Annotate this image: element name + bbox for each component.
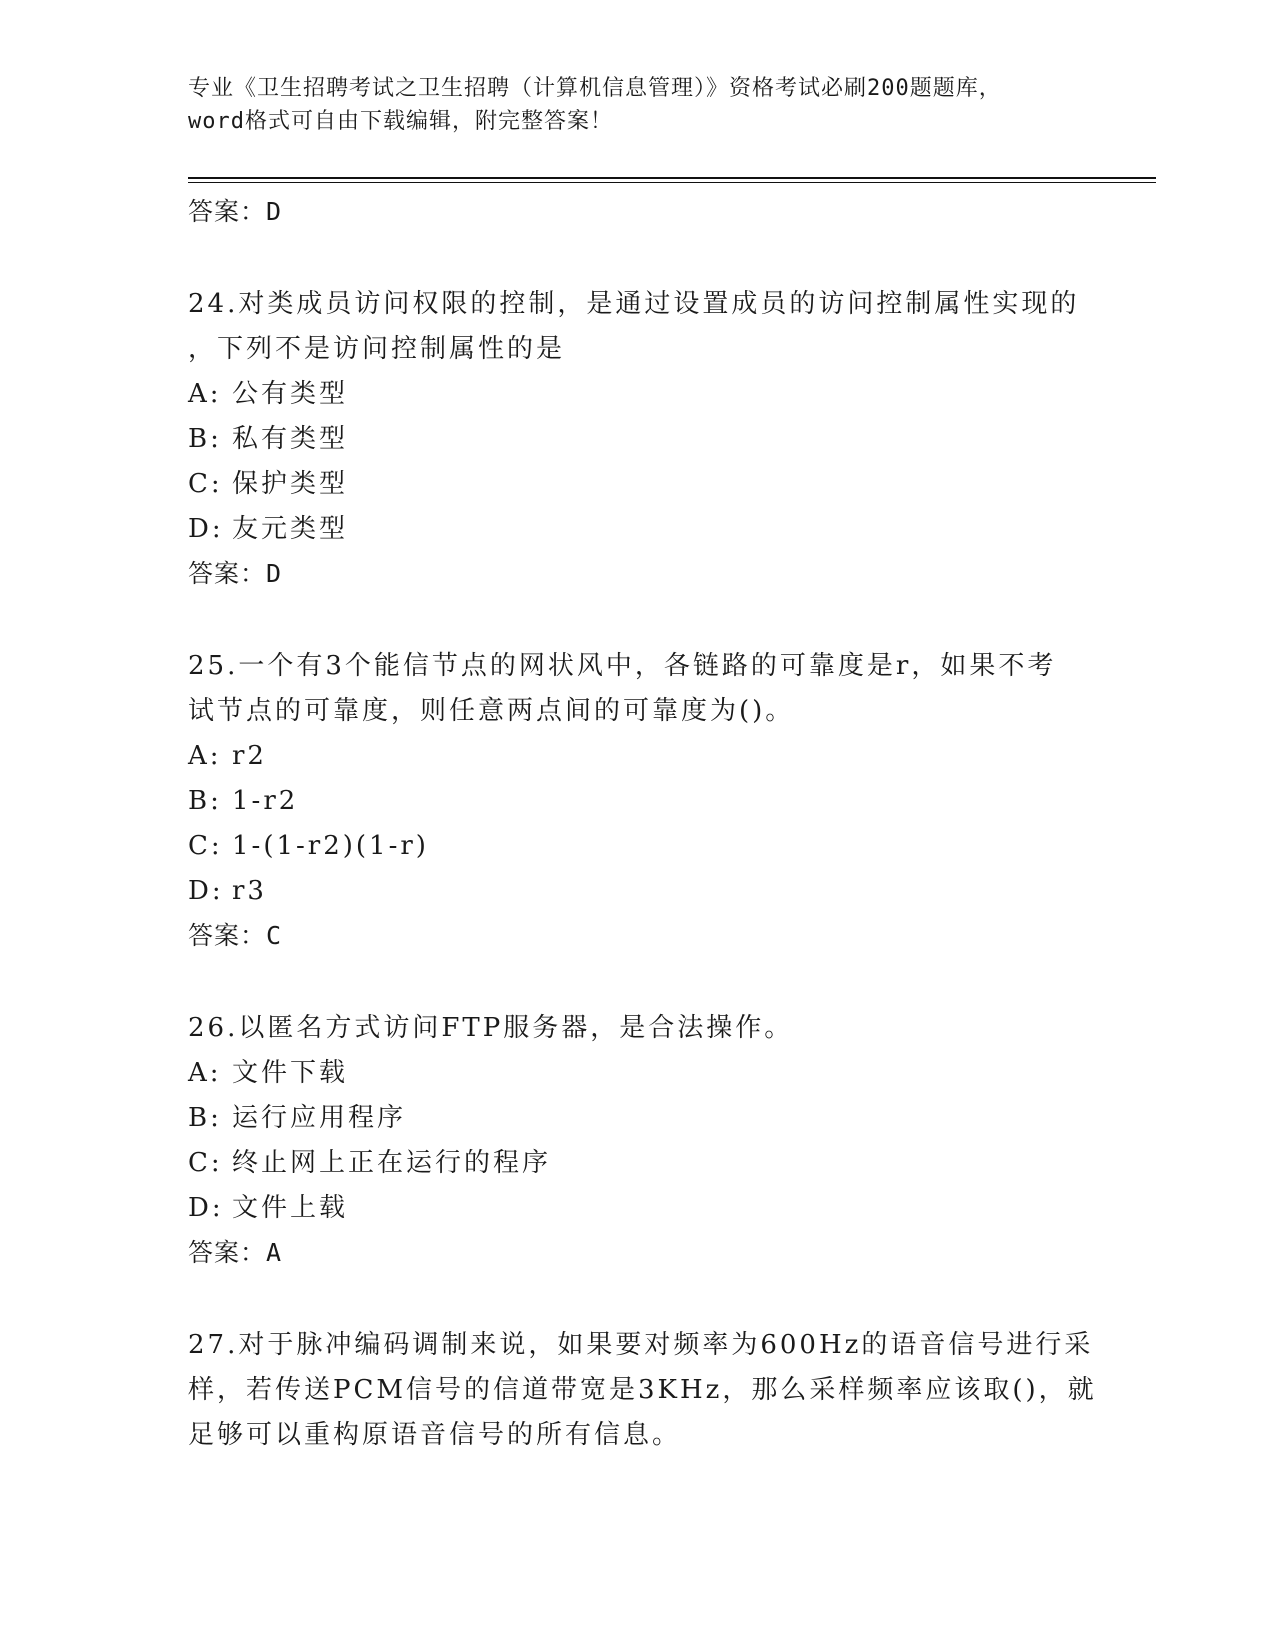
question-answer: 答案：D: [188, 559, 283, 588]
option-letter: D:: [188, 1193, 224, 1223]
option-text: r2: [232, 741, 267, 771]
header-line-1: 专业《卫生招聘考试之卫生招聘（计算机信息管理）》资格考试必刷200题题库，: [188, 76, 1002, 101]
question-stem-line: 25.一个有3个能信节点的网状风中，各链路的可靠度是r，如果不考: [188, 651, 1057, 681]
option-c: [188, 824, 1088, 869]
option-text: 文件上载: [232, 1193, 349, 1223]
option-text: 终止网上正在运行的程序: [232, 1148, 552, 1178]
option-letter: C:: [188, 469, 223, 499]
option-b: [188, 1096, 1088, 1141]
question-25: [188, 644, 1088, 958]
question-stem-line: 试节点的可靠度，则任意两点间的可靠度为()。: [188, 696, 795, 726]
option-letter: A:: [188, 379, 222, 409]
option-d: [188, 1186, 1088, 1231]
option-c: [188, 462, 1088, 507]
option-text: 公有类型: [232, 379, 349, 409]
option-text: r3: [232, 876, 267, 906]
option-text: 私有类型: [232, 424, 349, 454]
question-27: [188, 1323, 1097, 1458]
page-header: [188, 72, 1088, 138]
question-26: [188, 1006, 1088, 1275]
question-stem-line: ，下列不是访问控制属性的是: [188, 334, 566, 364]
question-stem-line: 样，若传送PCM信号的信道带宽是3KHz，那么采样频率应该取()，就: [188, 1375, 1097, 1405]
option-letter: C:: [188, 831, 223, 861]
option-letter: C:: [188, 1148, 223, 1178]
question-list: [188, 190, 1097, 1458]
option-text: 运行应用程序: [232, 1103, 407, 1133]
previous-answer: 答案：D: [188, 197, 283, 226]
option-text: 1-(1-r2)(1-r): [232, 831, 429, 861]
option-letter: B:: [188, 786, 222, 816]
option-d: [188, 507, 1088, 552]
header-line-2: word格式可自由下载编辑，附完整答案！: [188, 109, 613, 134]
option-text: 文件下载: [232, 1058, 349, 1088]
option-b: [188, 417, 1088, 462]
option-text: 保护类型: [232, 469, 349, 499]
question-24: [188, 282, 1088, 596]
option-text: 1-r2: [232, 786, 299, 816]
option-letter: B:: [188, 1103, 222, 1133]
question-gap: [188, 596, 1088, 644]
option-b: [188, 779, 1088, 824]
option-a: [188, 734, 1088, 779]
question-answer: 答案：C: [188, 921, 283, 950]
option-c: [188, 1141, 1088, 1186]
question-stem-line: 27.对于脉冲编码调制来说，如果要对频率为600Hz的语音信号进行采: [188, 1330, 1094, 1360]
header-rule-thick: [188, 177, 1156, 179]
question-gap: [188, 1275, 1088, 1323]
question-stem-line: 24.对类成员访问权限的控制，是通过设置成员的访问控制属性实现的: [188, 289, 1080, 319]
option-letter: B:: [188, 424, 222, 454]
option-text: 友元类型: [232, 514, 349, 544]
option-letter: A:: [188, 1058, 222, 1088]
option-d: [188, 869, 1088, 914]
option-letter: D:: [188, 514, 224, 544]
question-gap: [188, 234, 1088, 282]
option-letter: D:: [188, 876, 224, 906]
header-rule-thin: [188, 182, 1156, 183]
option-letter: A:: [188, 741, 222, 771]
option-a: [188, 372, 1088, 417]
question-stem-line: 26.以匿名方式访问FTP服务器，是合法操作。: [188, 1013, 794, 1043]
question-answer: 答案：A: [188, 1238, 283, 1267]
question-stem-line: 足够可以重构原语音信号的所有信息。: [188, 1420, 682, 1450]
question-gap: [188, 958, 1088, 1006]
option-a: [188, 1051, 1088, 1096]
